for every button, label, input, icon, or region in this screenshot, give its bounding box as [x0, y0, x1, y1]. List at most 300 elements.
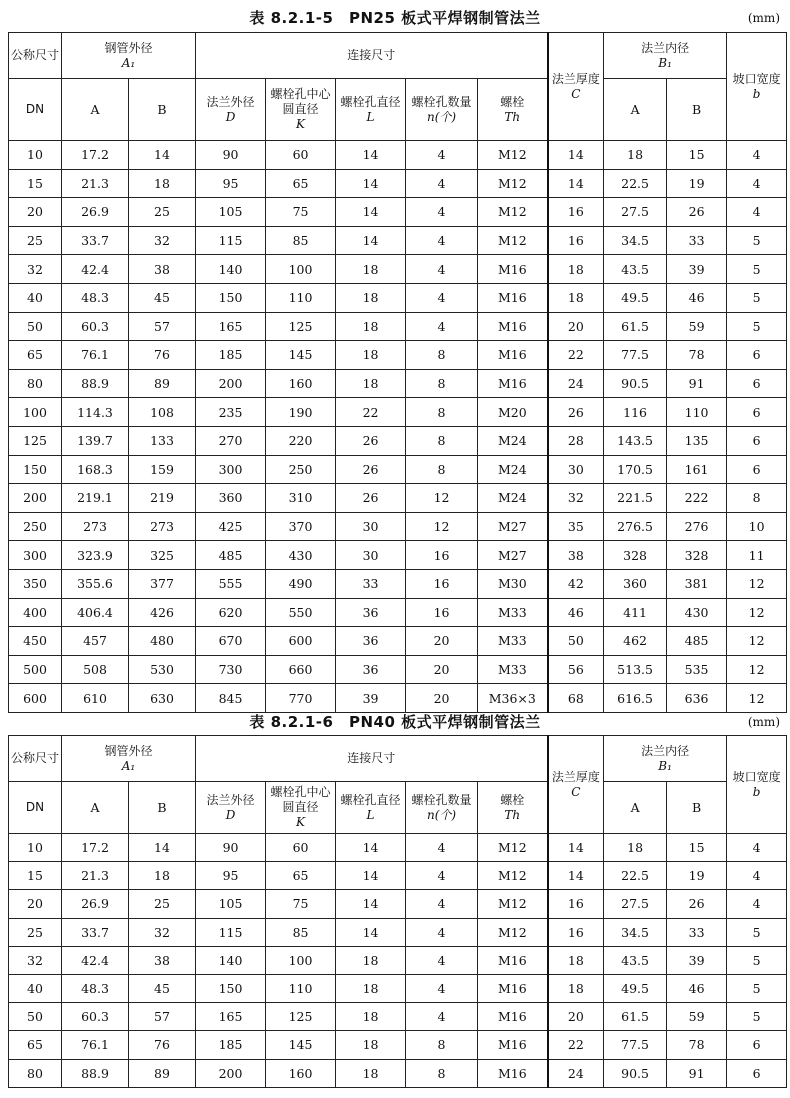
cell-pipe-od-b: 14 — [129, 834, 196, 862]
cell-bolt: M16 — [478, 312, 548, 341]
table-row — [9, 255, 787, 284]
cell-pipe-od-b: 14 — [129, 141, 196, 170]
cell-flange-id-a: 221.5 — [604, 484, 667, 513]
header-col-a: A — [62, 79, 129, 141]
cell-bolt-circle: 60 — [266, 141, 336, 170]
cell-dn: 500 — [9, 655, 62, 684]
unit-label: (mm) — [747, 715, 780, 729]
cell-bolt-circle: 85 — [266, 918, 336, 946]
cell-bolt-circle: 145 — [266, 341, 336, 370]
cell-bolt: M16 — [478, 946, 548, 974]
cell-flange-od: 185 — [196, 341, 266, 370]
cell-dn: 15 — [9, 862, 62, 890]
table-header — [9, 33, 787, 141]
cell-pipe-od-a: 168.3 — [62, 455, 129, 484]
cell-pipe-od-a: 26.9 — [62, 890, 129, 918]
header-col-b: B — [667, 79, 727, 141]
flange-table-pn25 — [8, 32, 787, 713]
table-row — [9, 890, 787, 918]
cell-pipe-od-b: 219 — [129, 484, 196, 513]
cell-pipe-od-b: 273 — [129, 512, 196, 541]
cell-flange-od: 150 — [196, 283, 266, 312]
cell-bevel: 5 — [727, 312, 787, 341]
cell-flange-id-a: 27.5 — [604, 890, 667, 918]
cell-bolt-circle: 220 — [266, 426, 336, 455]
header-col-a: A — [604, 79, 667, 141]
cell-bevel: 4 — [727, 198, 787, 227]
cell-bolt-count: 4 — [406, 226, 478, 255]
cell-bolt-hole: 18 — [336, 974, 406, 1002]
cell-thickness: 68 — [548, 684, 604, 713]
cell-bolt-hole: 18 — [336, 341, 406, 370]
cell-flange-od: 730 — [196, 655, 266, 684]
cell-flange-od: 105 — [196, 890, 266, 918]
cell-pipe-od-a: 42.4 — [62, 946, 129, 974]
cell-bolt-hole: 14 — [336, 198, 406, 227]
table-row — [9, 684, 787, 713]
cell-bevel: 6 — [727, 398, 787, 427]
cell-bolt: M24 — [478, 484, 548, 513]
cell-flange-id-a: 276.5 — [604, 512, 667, 541]
header-bevel: 坡口宽度 b — [727, 736, 787, 834]
cell-pipe-od-a: 60.3 — [62, 1003, 129, 1031]
cell-bolt-hole: 30 — [336, 512, 406, 541]
table-row — [9, 627, 787, 656]
table-row — [9, 341, 787, 370]
cell-pipe-od-a: 26.9 — [62, 198, 129, 227]
cell-flange-id-a: 18 — [604, 834, 667, 862]
cell-flange-id-a: 116 — [604, 398, 667, 427]
cell-bolt-circle: 660 — [266, 655, 336, 684]
cell-bevel: 5 — [727, 1003, 787, 1031]
cell-bolt-count: 8 — [406, 341, 478, 370]
cell-bolt: M33 — [478, 655, 548, 684]
table-row — [9, 862, 787, 890]
cell-bolt-hole: 18 — [336, 1031, 406, 1059]
cell-bolt: M30 — [478, 569, 548, 598]
cell-bolt-circle: 160 — [266, 1059, 336, 1087]
cell-flange-id-a: 77.5 — [604, 341, 667, 370]
cell-flange-id-b: 91 — [667, 369, 727, 398]
cell-thickness: 22 — [548, 1031, 604, 1059]
cell-bolt-count: 16 — [406, 541, 478, 570]
cell-bevel: 11 — [727, 541, 787, 570]
header-bolt-circle: 螺栓孔中心圆直径 K — [266, 782, 336, 834]
cell-dn: 125 — [9, 426, 62, 455]
cell-flange-id-b: 110 — [667, 398, 727, 427]
cell-bolt-count: 8 — [406, 1059, 478, 1087]
cell-bolt-circle: 490 — [266, 569, 336, 598]
cell-pipe-od-a: 508 — [62, 655, 129, 684]
cell-bolt: M27 — [478, 512, 548, 541]
cell-bolt: M12 — [478, 834, 548, 862]
cell-bolt-hole: 18 — [336, 946, 406, 974]
cell-bevel: 4 — [727, 169, 787, 198]
cell-flange-id-a: 43.5 — [604, 255, 667, 284]
cell-bolt: M16 — [478, 1003, 548, 1031]
cell-flange-od: 200 — [196, 1059, 266, 1087]
cell-flange-od: 165 — [196, 1003, 266, 1031]
cell-dn: 80 — [9, 1059, 62, 1087]
cell-thickness: 18 — [548, 283, 604, 312]
cell-bolt-count: 8 — [406, 455, 478, 484]
header-thickness: 法兰厚度 C — [548, 33, 604, 141]
cell-bolt-circle: 75 — [266, 890, 336, 918]
cell-bolt-hole: 18 — [336, 312, 406, 341]
cell-pipe-od-a: 42.4 — [62, 255, 129, 284]
cell-bevel: 6 — [727, 341, 787, 370]
cell-bevel: 12 — [727, 627, 787, 656]
cell-bolt-count: 4 — [406, 834, 478, 862]
cell-bolt: M12 — [478, 226, 548, 255]
cell-pipe-od-b: 377 — [129, 569, 196, 598]
table-row — [9, 141, 787, 170]
cell-dn: 20 — [9, 890, 62, 918]
cell-pipe-od-a: 457 — [62, 627, 129, 656]
cell-dn: 40 — [9, 974, 62, 1002]
cell-flange-id-b: 430 — [667, 598, 727, 627]
cell-flange-od: 115 — [196, 918, 266, 946]
cell-bolt-hole: 33 — [336, 569, 406, 598]
cell-bolt-circle: 75 — [266, 198, 336, 227]
cell-bolt-count: 16 — [406, 569, 478, 598]
cell-flange-id-a: 77.5 — [604, 1031, 667, 1059]
header-col-a: A — [62, 782, 129, 834]
cell-pipe-od-b: 133 — [129, 426, 196, 455]
cell-flange-id-b: 636 — [667, 684, 727, 713]
header-bolt: 螺栓 Th — [478, 782, 548, 834]
cell-bolt-hole: 30 — [336, 541, 406, 570]
cell-bolt-hole: 14 — [336, 862, 406, 890]
cell-bolt: M16 — [478, 283, 548, 312]
cell-pipe-od-a: 355.6 — [62, 569, 129, 598]
cell-dn: 350 — [9, 569, 62, 598]
cell-flange-id-b: 46 — [667, 283, 727, 312]
cell-pipe-od-b: 480 — [129, 627, 196, 656]
cell-flange-id-b: 485 — [667, 627, 727, 656]
cell-bolt: M16 — [478, 1059, 548, 1087]
cell-bolt-circle: 370 — [266, 512, 336, 541]
cell-pipe-od-b: 45 — [129, 283, 196, 312]
cell-bolt-hole: 22 — [336, 398, 406, 427]
cell-dn: 32 — [9, 946, 62, 974]
cell-flange-id-a: 328 — [604, 541, 667, 570]
table-row — [9, 834, 787, 862]
cell-flange-id-b: 535 — [667, 655, 727, 684]
cell-thickness: 16 — [548, 918, 604, 946]
cell-thickness: 32 — [548, 484, 604, 513]
cell-bolt: M24 — [478, 455, 548, 484]
cell-flange-id-b: 19 — [667, 862, 727, 890]
table-row — [9, 918, 787, 946]
cell-flange-id-b: 381 — [667, 569, 727, 598]
cell-dn: 400 — [9, 598, 62, 627]
cell-bolt-hole: 14 — [336, 169, 406, 198]
cell-dn: 40 — [9, 283, 62, 312]
cell-bolt-count: 20 — [406, 627, 478, 656]
cell-thickness: 42 — [548, 569, 604, 598]
cell-bevel: 5 — [727, 918, 787, 946]
header-pipe-od: 钢管外径 A₁ — [62, 33, 196, 79]
cell-bolt-hole: 26 — [336, 455, 406, 484]
cell-flange-id-a: 61.5 — [604, 312, 667, 341]
table-row — [9, 283, 787, 312]
cell-pipe-od-a: 323.9 — [62, 541, 129, 570]
cell-flange-od: 185 — [196, 1031, 266, 1059]
cell-thickness: 18 — [548, 946, 604, 974]
cell-bolt: M27 — [478, 541, 548, 570]
cell-dn: 50 — [9, 312, 62, 341]
cell-bolt-circle: 550 — [266, 598, 336, 627]
cell-pipe-od-a: 88.9 — [62, 1059, 129, 1087]
cell-flange-id-b: 15 — [667, 141, 727, 170]
cell-pipe-od-a: 406.4 — [62, 598, 129, 627]
cell-thickness: 14 — [548, 141, 604, 170]
cell-flange-od: 425 — [196, 512, 266, 541]
cell-bolt-circle: 125 — [266, 312, 336, 341]
cell-bolt-circle: 110 — [266, 974, 336, 1002]
cell-bolt-count: 4 — [406, 255, 478, 284]
cell-dn: 450 — [9, 627, 62, 656]
cell-bolt: M12 — [478, 198, 548, 227]
cell-flange-od: 165 — [196, 312, 266, 341]
cell-flange-id-b: 39 — [667, 946, 727, 974]
cell-bolt-count: 8 — [406, 398, 478, 427]
cell-bolt-hole: 36 — [336, 627, 406, 656]
cell-bolt-count: 4 — [406, 312, 478, 341]
cell-pipe-od-b: 38 — [129, 255, 196, 284]
cell-bolt-hole: 18 — [336, 369, 406, 398]
cell-bevel: 6 — [727, 1059, 787, 1087]
cell-bolt-count: 4 — [406, 141, 478, 170]
cell-thickness: 16 — [548, 226, 604, 255]
cell-bevel: 6 — [727, 369, 787, 398]
cell-flange-id-b: 26 — [667, 198, 727, 227]
cell-flange-id-a: 22.5 — [604, 862, 667, 890]
table-row — [9, 946, 787, 974]
cell-flange-id-b: 91 — [667, 1059, 727, 1087]
cell-flange-id-b: 15 — [667, 834, 727, 862]
cell-flange-id-b: 59 — [667, 1003, 727, 1031]
table-row — [9, 974, 787, 1002]
cell-dn: 100 — [9, 398, 62, 427]
cell-bolt-hole: 14 — [336, 890, 406, 918]
header-col-b: B — [129, 782, 196, 834]
cell-bolt-hole: 14 — [336, 141, 406, 170]
cell-flange-id-b: 26 — [667, 890, 727, 918]
table-row — [9, 226, 787, 255]
header-dn: DN — [9, 79, 62, 141]
header-col-b: B — [129, 79, 196, 141]
header-bolt-count: 螺栓孔数量 n(个) — [406, 782, 478, 834]
cell-thickness: 18 — [548, 255, 604, 284]
cell-thickness: 28 — [548, 426, 604, 455]
cell-flange-od: 150 — [196, 974, 266, 1002]
cell-flange-od: 270 — [196, 426, 266, 455]
cell-dn: 25 — [9, 918, 62, 946]
header-flange-id: 法兰内径 B₁ — [604, 33, 727, 79]
cell-flange-id-b: 276 — [667, 512, 727, 541]
cell-dn: 65 — [9, 341, 62, 370]
table-row — [9, 398, 787, 427]
cell-pipe-od-a: 76.1 — [62, 1031, 129, 1059]
cell-bolt: M33 — [478, 627, 548, 656]
cell-pipe-od-b: 630 — [129, 684, 196, 713]
cell-pipe-od-a: 219.1 — [62, 484, 129, 513]
table-row — [9, 541, 787, 570]
cell-pipe-od-a: 139.7 — [62, 426, 129, 455]
cell-flange-id-a: 27.5 — [604, 198, 667, 227]
cell-pipe-od-a: 33.7 — [62, 918, 129, 946]
cell-thickness: 24 — [548, 1059, 604, 1087]
table-row — [9, 569, 787, 598]
cell-flange-od: 485 — [196, 541, 266, 570]
cell-thickness: 16 — [548, 198, 604, 227]
table-row — [9, 655, 787, 684]
cell-thickness: 35 — [548, 512, 604, 541]
cell-bolt: M16 — [478, 341, 548, 370]
cell-pipe-od-b: 25 — [129, 890, 196, 918]
unit-label: (mm) — [747, 11, 780, 25]
header-flange-id: 法兰内径 B₁ — [604, 736, 727, 782]
table-row — [9, 369, 787, 398]
cell-pipe-od-b: 57 — [129, 1003, 196, 1031]
cell-flange-od: 200 — [196, 369, 266, 398]
header-flange-od: 法兰外径 D — [196, 79, 266, 141]
table-row — [9, 484, 787, 513]
cell-bolt-circle: 85 — [266, 226, 336, 255]
cell-pipe-od-a: 17.2 — [62, 141, 129, 170]
cell-dn: 32 — [9, 255, 62, 284]
table-caption: 表 8.2.1-6 PN40 板式平焊钢制管法兰 — [249, 713, 541, 731]
cell-thickness: 14 — [548, 169, 604, 198]
header-bolt-hole: 螺栓孔直径 L — [336, 782, 406, 834]
cell-flange-id-a: 22.5 — [604, 169, 667, 198]
cell-bolt-circle: 65 — [266, 169, 336, 198]
cell-pipe-od-b: 76 — [129, 341, 196, 370]
cell-thickness: 14 — [548, 862, 604, 890]
cell-bolt: M20 — [478, 398, 548, 427]
cell-thickness: 18 — [548, 974, 604, 1002]
cell-flange-id-b: 59 — [667, 312, 727, 341]
cell-dn: 250 — [9, 512, 62, 541]
table-row — [9, 312, 787, 341]
cell-bolt: M12 — [478, 141, 548, 170]
cell-bolt-count: 4 — [406, 974, 478, 1002]
table-row — [9, 1059, 787, 1087]
cell-bolt-count: 8 — [406, 1031, 478, 1059]
cell-pipe-od-b: 18 — [129, 169, 196, 198]
cell-dn: 80 — [9, 369, 62, 398]
cell-pipe-od-a: 76.1 — [62, 341, 129, 370]
cell-bolt-count: 12 — [406, 512, 478, 541]
cell-flange-id-b: 222 — [667, 484, 727, 513]
table-body — [9, 834, 787, 1088]
cell-flange-id-a: 34.5 — [604, 918, 667, 946]
cell-bolt-circle: 250 — [266, 455, 336, 484]
cell-flange-id-b: 46 — [667, 974, 727, 1002]
cell-bolt-circle: 430 — [266, 541, 336, 570]
cell-bevel: 5 — [727, 283, 787, 312]
cell-thickness: 26 — [548, 398, 604, 427]
cell-flange-id-a: 34.5 — [604, 226, 667, 255]
cell-bevel: 12 — [727, 655, 787, 684]
cell-bolt-hole: 18 — [336, 1003, 406, 1031]
cell-thickness: 50 — [548, 627, 604, 656]
header-nominal-size: 公称尺寸 — [9, 33, 62, 79]
cell-pipe-od-b: 76 — [129, 1031, 196, 1059]
cell-bevel: 4 — [727, 890, 787, 918]
cell-bolt-count: 8 — [406, 426, 478, 455]
cell-flange-od: 845 — [196, 684, 266, 713]
cell-bolt: M16 — [478, 255, 548, 284]
cell-bolt-hole: 14 — [336, 226, 406, 255]
cell-bolt-hole: 26 — [336, 426, 406, 455]
cell-flange-od: 140 — [196, 255, 266, 284]
cell-dn: 20 — [9, 198, 62, 227]
flange-table-pn40 — [8, 735, 787, 1088]
cell-pipe-od-a: 48.3 — [62, 283, 129, 312]
cell-dn: 150 — [9, 455, 62, 484]
table-body — [9, 141, 787, 713]
cell-thickness: 38 — [548, 541, 604, 570]
cell-flange-id-a: 18 — [604, 141, 667, 170]
cell-dn: 50 — [9, 1003, 62, 1031]
cell-pipe-od-b: 426 — [129, 598, 196, 627]
cell-pipe-od-a: 610 — [62, 684, 129, 713]
table-caption: 表 8.2.1-5 PN25 板式平焊钢制管法兰 — [249, 9, 541, 27]
cell-flange-id-b: 33 — [667, 226, 727, 255]
cell-flange-id-b: 33 — [667, 918, 727, 946]
cell-flange-id-b: 328 — [667, 541, 727, 570]
cell-flange-od: 235 — [196, 398, 266, 427]
cell-bolt-count: 12 — [406, 484, 478, 513]
header-col-a: A — [604, 782, 667, 834]
cell-bevel: 8 — [727, 484, 787, 513]
cell-flange-id-b: 78 — [667, 1031, 727, 1059]
cell-bolt-count: 4 — [406, 862, 478, 890]
cell-pipe-od-b: 89 — [129, 1059, 196, 1087]
cell-pipe-od-a: 273 — [62, 512, 129, 541]
cell-pipe-od-a: 33.7 — [62, 226, 129, 255]
cell-bolt: M12 — [478, 862, 548, 890]
cell-bolt-hole: 18 — [336, 283, 406, 312]
cell-bolt-count: 4 — [406, 1003, 478, 1031]
cell-bolt-count: 4 — [406, 198, 478, 227]
cell-flange-id-b: 78 — [667, 341, 727, 370]
cell-thickness: 16 — [548, 890, 604, 918]
cell-bolt: M16 — [478, 369, 548, 398]
cell-bolt-circle: 65 — [266, 862, 336, 890]
table-row — [9, 426, 787, 455]
cell-flange-id-b: 19 — [667, 169, 727, 198]
cell-bolt-count: 20 — [406, 655, 478, 684]
cell-bolt-hole: 39 — [336, 684, 406, 713]
cell-bolt-circle: 100 — [266, 946, 336, 974]
cell-bevel: 6 — [727, 426, 787, 455]
cell-flange-od: 670 — [196, 627, 266, 656]
cell-pipe-od-a: 60.3 — [62, 312, 129, 341]
cell-flange-od: 95 — [196, 862, 266, 890]
cell-flange-od: 300 — [196, 455, 266, 484]
cell-thickness: 20 — [548, 1003, 604, 1031]
cell-bevel: 6 — [727, 455, 787, 484]
header-flange-od: 法兰外径 D — [196, 782, 266, 834]
header-bolt-count: 螺栓孔数量 n(个) — [406, 79, 478, 141]
cell-bolt-hole: 14 — [336, 834, 406, 862]
cell-bolt-hole: 18 — [336, 1059, 406, 1087]
cell-pipe-od-b: 18 — [129, 862, 196, 890]
